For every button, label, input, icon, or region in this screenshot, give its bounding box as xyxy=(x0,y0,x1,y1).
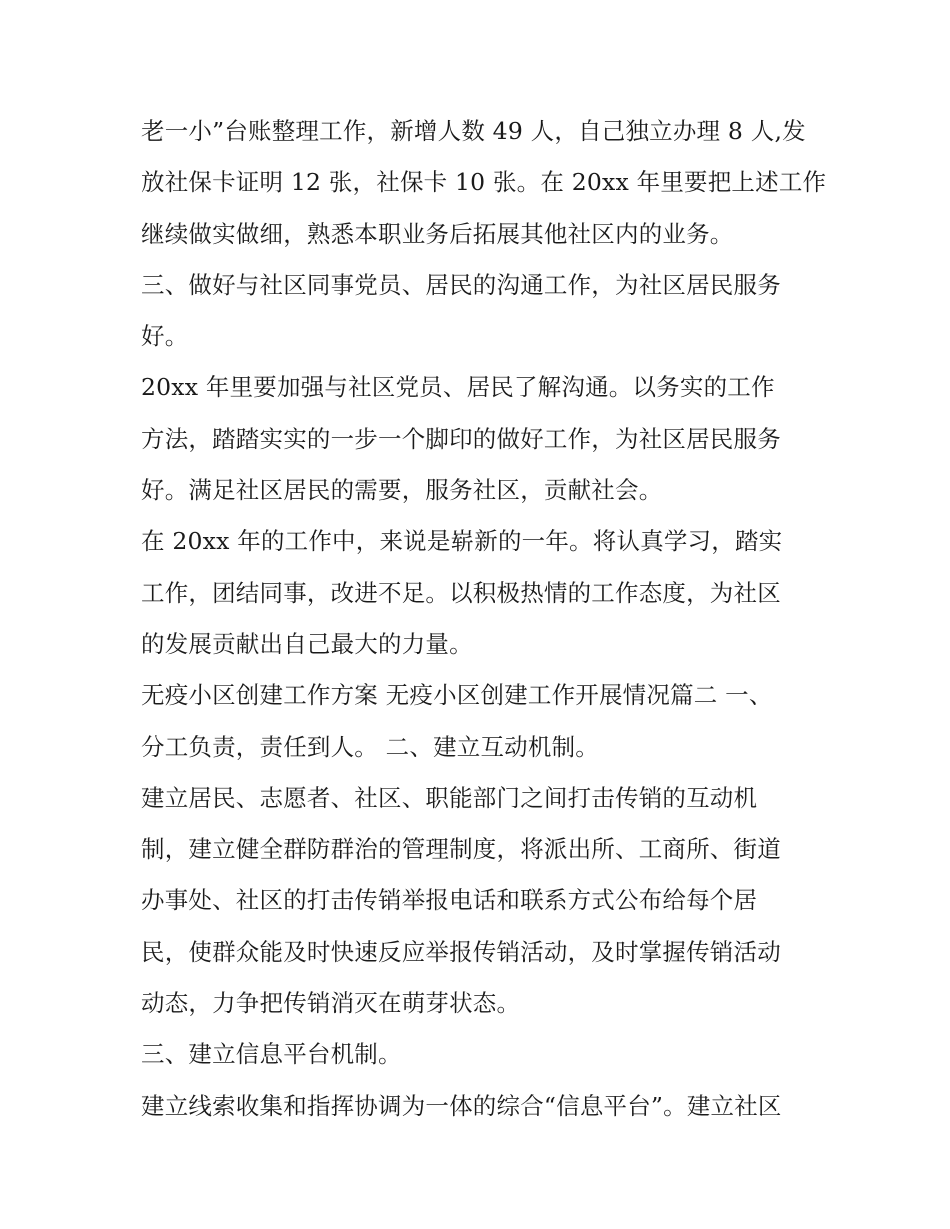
text-line-11: 的发展贡献出自己最大的力量。 xyxy=(141,629,473,658)
text-line-13: 分工负责，责任到人。 二、建立互动机制。 xyxy=(141,732,599,761)
text-line-20: 建立线索收集和指挥协调为一体的综合“信息平台”。建立社区 xyxy=(141,1091,782,1120)
text-line-15: 制，建立健全群防群治的管理制度，将派出所、工商所、街道 xyxy=(141,835,781,864)
text-line-1: 老一小”台账整理工作，新增人数 49 人，自己独立办理 8 人,发 xyxy=(141,117,806,145)
text-line-10: 工作，团结同事，改进不足。以积极热情的工作态度，为社区 xyxy=(141,578,781,607)
text-line-2: 放社保卡证明 12 张，社保卡 10 张。在 20xx 年里要把上述工作 xyxy=(141,168,827,197)
text-line-3: 继续做实做细，熟悉本职业务后拓展其他社区内的业务。 xyxy=(141,219,734,248)
text-line-9: 在 20xx 年的工作中，来说是崭新的一年。将认真学习，踏实 xyxy=(141,527,783,556)
document-body xyxy=(141,106,827,1132)
text-line-14: 建立居民、志愿者、社区、职能部门之间打击传销的互动机 xyxy=(141,783,758,812)
text-line-8: 好。满足社区居民的需要，服务社区，贡献社会。 xyxy=(141,476,663,505)
text-line-18: 动态，力争把传销消灭在萌芽状态。 xyxy=(141,989,521,1018)
text-line-19: 三、建立信息平台机制。 xyxy=(141,1040,402,1069)
text-line-6: 20xx 年里要加强与社区党员、居民了解沟通。以务实的工作 xyxy=(141,373,775,402)
text-line-5: 好。 xyxy=(141,322,189,351)
text-line-16: 办事处、社区的打击传销举报电话和联系方式公布给每个居 xyxy=(141,886,758,915)
text-line-12: 无疫小区创建工作方案 无疫小区创建工作开展情况篇二 一、 xyxy=(141,681,773,710)
text-line-4: 三、做好与社区同事党员、居民的沟通工作，为社区居民服务 xyxy=(141,270,781,299)
text-line-7: 方法，踏踏实实的一步一个脚印的做好工作，为社区居民服务 xyxy=(141,424,781,453)
text-line-17: 民，使群众能及时快速反应举报传销活动，及时掌握传销活动 xyxy=(141,937,781,966)
